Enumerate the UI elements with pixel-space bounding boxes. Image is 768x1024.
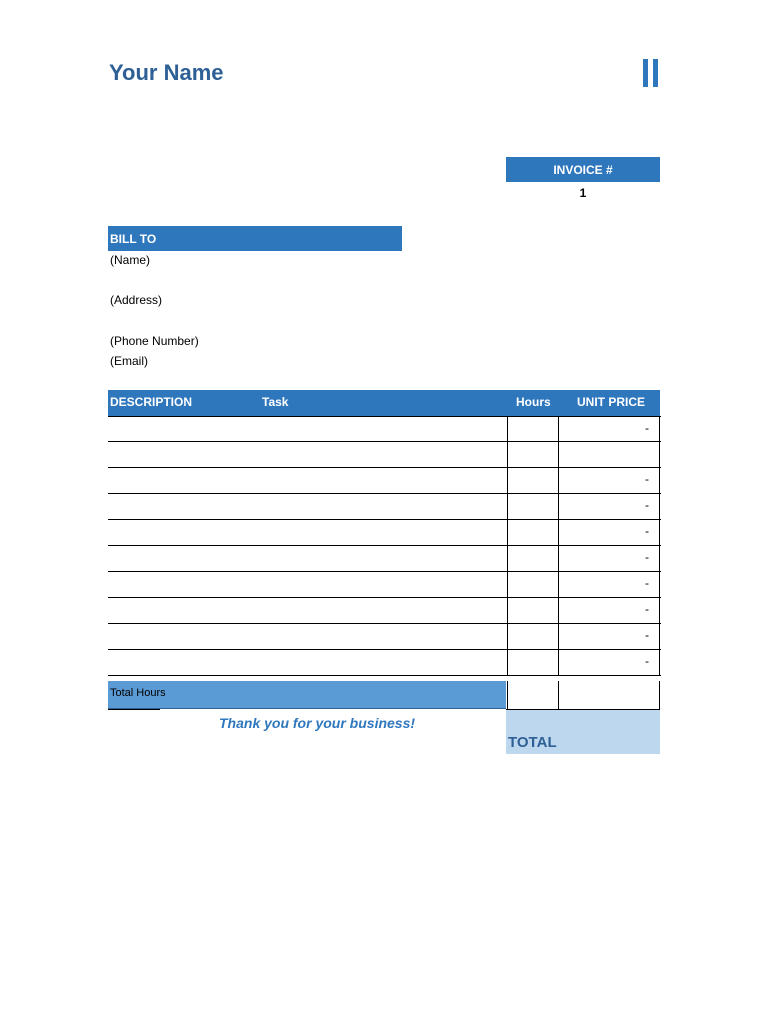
hours-cell[interactable]	[507, 572, 559, 597]
table-row	[108, 572, 661, 598]
table-row	[108, 598, 661, 624]
logo-bar-right	[653, 59, 658, 87]
column-header-hours: Hours	[516, 395, 551, 409]
items-table-body	[108, 416, 661, 676]
total-hours-value-cell[interactable]	[507, 681, 559, 709]
bill-to-name: (Name)	[110, 253, 151, 267]
unit-price-cell[interactable]: -	[559, 417, 660, 441]
unit-price-cell[interactable]	[559, 442, 660, 467]
table-row	[108, 520, 661, 546]
bill-to-email: (Email)	[110, 354, 148, 368]
unit-price-cell[interactable]: -	[559, 546, 660, 571]
table-row	[108, 468, 661, 494]
column-header-unit-price: UNIT PRICE	[577, 395, 646, 409]
hours-cell[interactable]	[507, 520, 559, 545]
divider	[108, 709, 160, 710]
unit-price-cell[interactable]: -	[559, 598, 660, 623]
invoice-number-header: INVOICE #	[506, 157, 660, 182]
unit-price-cell[interactable]: -	[559, 520, 660, 545]
logo-bar-left	[643, 59, 648, 87]
table-row	[108, 546, 661, 572]
table-row	[108, 650, 661, 676]
thank-you-message: Thank you for your business!	[219, 715, 416, 731]
page-title: Your Name	[109, 60, 224, 85]
hours-cell[interactable]	[507, 494, 559, 519]
table-row	[108, 416, 661, 442]
unit-price-cell[interactable]: -	[559, 494, 660, 519]
hours-cell[interactable]	[507, 650, 559, 675]
hours-cell[interactable]	[507, 442, 559, 467]
hours-cell[interactable]	[507, 624, 559, 649]
hours-cell[interactable]	[507, 468, 559, 493]
total-hours-price-cell[interactable]	[559, 681, 660, 709]
hours-cell[interactable]	[507, 417, 559, 441]
unit-price-cell[interactable]: -	[559, 468, 660, 493]
total-hours-row	[108, 681, 661, 709]
hours-cell[interactable]	[507, 598, 559, 623]
bill-to-address: (Address)	[110, 293, 163, 307]
bill-to-phone: (Phone Number)	[110, 334, 199, 348]
column-header-description: DESCRIPTION	[110, 395, 193, 409]
unit-price-cell[interactable]: -	[559, 572, 660, 597]
total-box	[506, 709, 660, 754]
unit-price-cell[interactable]: -	[559, 624, 660, 649]
table-row	[108, 624, 661, 650]
invoice-number-value: 1	[579, 186, 587, 200]
bill-to-label: BILL TO	[110, 231, 157, 246]
items-table-header	[108, 390, 660, 416]
table-row	[108, 494, 661, 520]
bill-to-header	[108, 226, 402, 251]
hours-cell[interactable]	[507, 546, 559, 571]
table-row	[108, 442, 661, 468]
double-bar-logo-icon	[643, 59, 663, 87]
total-label: TOTAL	[508, 734, 557, 751]
column-header-task: Task	[262, 395, 289, 409]
total-hours-label: Total Hours	[108, 681, 506, 709]
unit-price-cell[interactable]: -	[559, 650, 660, 675]
